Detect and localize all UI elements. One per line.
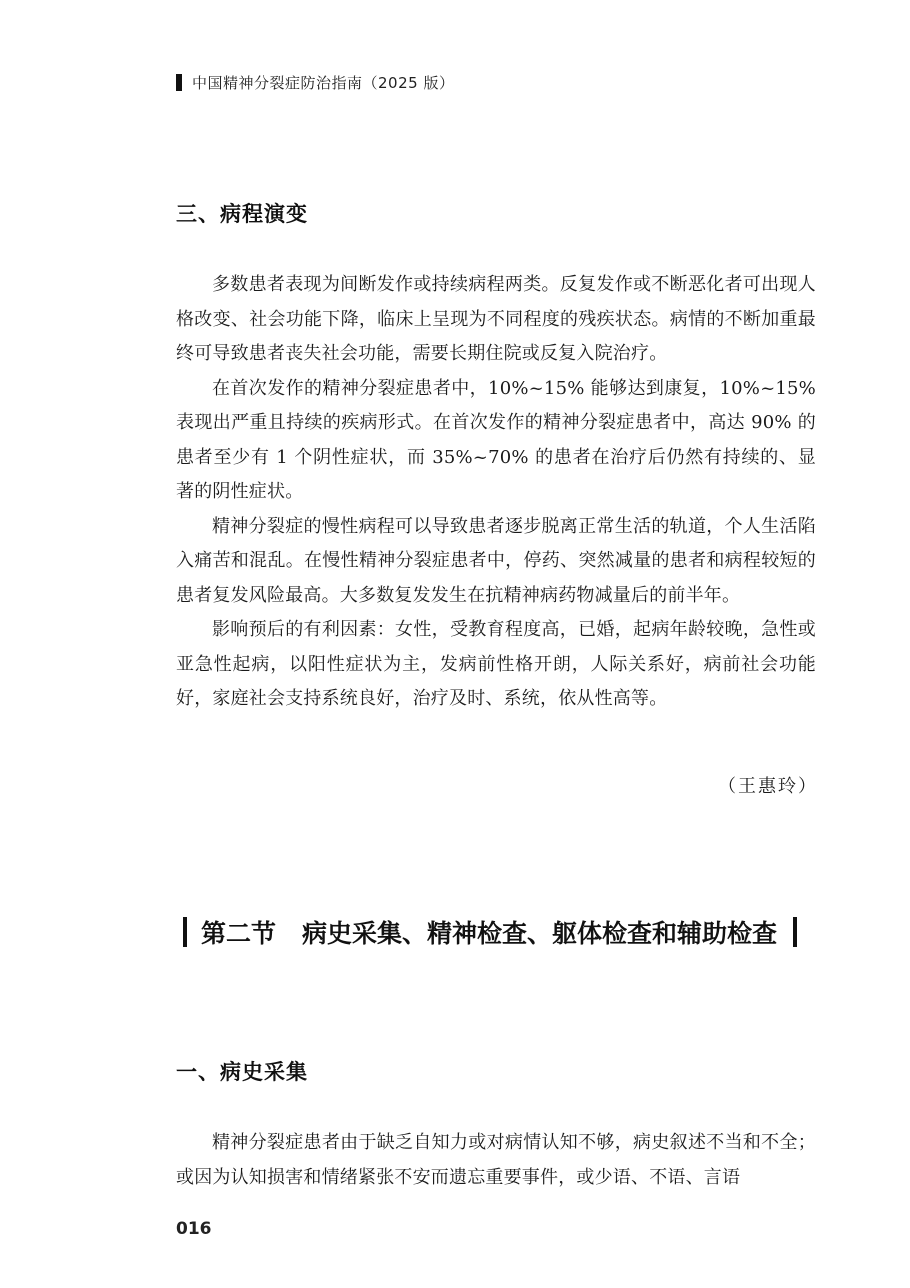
section-bar-right — [793, 917, 797, 947]
paragraph: 精神分裂症患者由于缺乏自知力或对病情认知不够，病史叙述不当和不全；或因为认知损害和情绪紧张不安而遗忘重要事件，或少语、不语、言语 — [176, 1132, 816, 1188]
page-number: 016 — [176, 1219, 212, 1239]
running-title: 中国精神分裂症防治指南（2025 版） — [192, 74, 455, 92]
subsection-heading-history: 一、病史采集 — [176, 1060, 308, 1084]
paragraph: 在首次发作的精神分裂症患者中，10%~15% 能够达到康复，10%~15% 表现出严重且持续的疾病形式。在首次发作的精神分裂症患者中，高达 90% 的患者至少有 1 个阴性症状，而 35%~70% 的患者在治疗后仍然有持续的、显著的阴性症状。 — [176, 377, 816, 502]
section-title-block — [183, 914, 797, 950]
section-title: 病史采集、精神检查、躯体检查和辅助检查 — [302, 919, 778, 948]
paragraph: 精神分裂症的慢性病程可以导致患者逐步脱离正常生活的轨道，个人生活陷入痛苦和混乱。在慢性精神分裂症患者中，停药、突然减量的患者和病程较短的患者复发风险最高。大多数复发发生在抗精神病药物减量后的前半年。 — [176, 515, 816, 606]
subsection-body-history — [176, 1126, 816, 1195]
section-label: 第二节 — [201, 919, 277, 948]
section-bar-left — [183, 917, 187, 947]
running-header — [176, 72, 454, 93]
author-attribution: （王惠玲） — [718, 776, 818, 797]
paragraph: 影响预后的有利因素：女性，受教育程度高，已婚，起病年龄较晚，急性或亚急性起病，以阳性症状为主，发病前性格开朗，人际关系好，病前社会功能好，家庭社会支持系统良好，治疗及时、系统，依从性高等。 — [176, 619, 816, 709]
header-bar-marker — [176, 74, 182, 91]
section-heading-course: 三、病程演变 — [176, 202, 308, 226]
paragraph: 多数患者表现为间断发作或持续病程两类。反复发作或不断恶化者可出现人格改变、社会功能下降，临床上呈现为不同程度的残疾状态。病情的不断加重最终可导致患者丧失社会功能，需要长期住院或反复入院治疗。 — [176, 274, 816, 364]
section-body-course — [176, 268, 816, 717]
